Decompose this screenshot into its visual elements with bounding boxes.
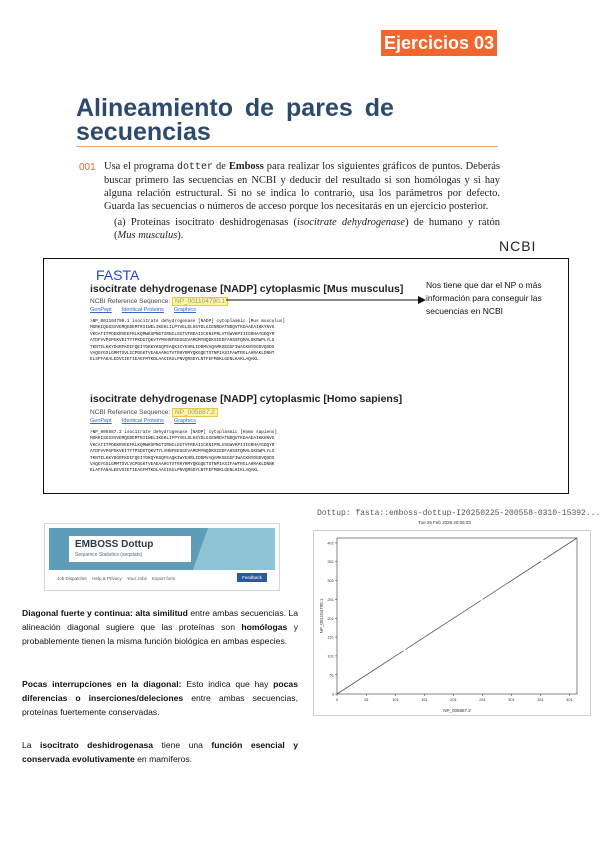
- nav-help-privacy[interactable]: Help & Privacy: [92, 576, 122, 581]
- ncbi-record-human: [90, 393, 410, 475]
- banner-decoration: [186, 528, 275, 570]
- diagonal-segment-4: [543, 538, 577, 560]
- diagonal-segment-1: [337, 651, 404, 694]
- exercise-badge: Ejercicios 03: [381, 30, 497, 56]
- annotation-note: Nos tiene que dar el NP o más información para conseguir las secuencias en NCBI: [426, 280, 542, 316]
- x-tick-label: 401: [566, 697, 573, 702]
- y-tick-label: 251: [327, 596, 334, 602]
- link-graphics[interactable]: Graphics: [173, 307, 196, 313]
- paragraph-interruptions: Pocas interrupciones en la diagonal: Esto indica que hay pocas diferencias o inserciones/deleciones entre ambas secuencias, proteínas fuertemente conservadas.: [22, 679, 298, 717]
- page-title-line2: secuencias: [76, 118, 211, 146]
- y-tick-label: 201: [327, 615, 334, 621]
- emboss-title: EMBOSS Dottup: [75, 539, 154, 550]
- emboss-nav: [57, 576, 179, 581]
- y-tick-label: 301: [327, 578, 334, 584]
- accession-highlight[interactable]: NP_001104790.1: [172, 297, 228, 306]
- feedback-button[interactable]: Feedback: [237, 573, 267, 582]
- diagonal-series: [337, 538, 577, 694]
- link-genpept[interactable]: GenPept: [90, 307, 112, 313]
- y-tick-label: 351: [327, 559, 334, 565]
- page-title: [76, 96, 394, 144]
- banner-title-box: [69, 536, 191, 562]
- x-axis-ticks: [336, 694, 574, 702]
- exercise-number: 001: [79, 162, 96, 173]
- exercise-statement: Usa el programa dotter de Emboss para realizar los siguientes gráficos de puntos. Deberás buscar primero las secuencias en NCBI y deducir del resultado si son homólogas y si hay alguna relación estructural. Si no se indica lo contrario, usa los parámetros por defecto. Guarda las secuencias o números de acceso porque los necesitarás en un ejercicio posterior.: [104, 161, 500, 212]
- x-tick-label: 351: [537, 697, 544, 702]
- y-tick-label: 101: [327, 653, 334, 659]
- link-graphics[interactable]: Graphics: [173, 418, 196, 424]
- fasta-label: FASTA: [96, 267, 140, 283]
- link-identical-proteins[interactable]: Identical Proteins: [121, 418, 164, 424]
- x-tick-label: 0: [335, 697, 339, 702]
- accession-highlight[interactable]: NP_005887.2: [172, 408, 218, 417]
- title-divider: [76, 146, 498, 147]
- page-title-line1: Alineamiento de pares de: [76, 94, 394, 122]
- paragraph-conclusion: La isocitrato deshidrogenasa tiene una función esencial y conservada evolutivamente en mamíferos.: [22, 740, 298, 764]
- paragraph-diagonal: Diagonal fuerte y continua: alta similitud entre ambas secuencias. La alineación diagonal sugiere que las proteínas son homólogas y probablemente tienen la misma función biológica en ambas especies.: [22, 608, 298, 646]
- x-tick-label: 151: [421, 697, 428, 702]
- y-tick-label: 0: [331, 691, 334, 697]
- diagonal-segment-2: [405, 601, 480, 650]
- link-genpept[interactable]: GenPept: [90, 418, 112, 424]
- x-tick-label: 251: [479, 697, 486, 702]
- record-reference: NCBI Reference Sequence: NP_005887.2: [90, 409, 410, 416]
- x-tick-label: 201: [450, 697, 457, 702]
- dotplot-chart: [313, 530, 589, 714]
- record-heading: isocitrate dehydrogenase [NADP] cytoplasmic [Mus musculus]: [90, 283, 404, 295]
- emboss-banner: [49, 528, 275, 570]
- nav-your-jobs[interactable]: Your Jobs: [126, 576, 147, 581]
- fasta-sequence: >NP_001104790.1 isocitrate dehydrogenase [NADP] cytoplasmic [Mus musculus] MSRKIQGGSVVEMQGDEMTRIIWELIKEKLILPYVELDLHSYDLGIENRDATNDQVTKDAAEAIKKYNVG VKCATITPDEKRVEEFKLKQMWKSPNGTIRNILGGTVFREAIICKNIPRLVTGWVKPIIIGRHAYGDQYR ATDFVVPGPGKVEITYTPKDGTQKVTYMVHNFEEGGGVAMGMYNQDKSIEDFAHSSFQMALSKGWPLYLS TKNTILKKYDGRFKDIFQEIYDKKYKSQFEAQKICYEHRLIDDMVAQAMKSEGGFIWACKNYDGDVQSDS VAQGYGSLGMMTSVLICPDGKTVEAEAAHGTVTRHYRMYQKGQETSTNPIASIFAWTRGLAHRAKLDNNT ELSFFAKALEDVCIETIEAGFMTKDLAACIKGLPNVQRSDYLNTFEFMDKLGENLKAKLAQAKL: [90, 319, 285, 363]
- record-links: [90, 307, 410, 313]
- x-tick-label: 301: [508, 697, 515, 702]
- dottup-title: Dottup: fasta::emboss-dottup-I20250225-200558-0310-15392...: [317, 509, 601, 518]
- y-axis-label: NP_001104790.1: [319, 598, 324, 634]
- record-reference: NCBI Reference Sequence: NP_001104790.1: [90, 298, 410, 305]
- emboss-dottup-screenshot: [44, 523, 280, 591]
- exercise-item-a: (a) Proteínas isocitrato deshidrogenasas (isocitrate dehydrogenase) de humano y ratón (Mus musculus).: [114, 217, 500, 241]
- y-tick-label: 151: [327, 634, 334, 640]
- nav-job-dispatcher[interactable]: Job Dispatcher: [57, 576, 88, 581]
- x-tick-label: 101: [392, 697, 399, 702]
- dottup-date: Tue 25 Feb 2025 20:05:03: [418, 520, 471, 525]
- diagonal-segment-3: [483, 561, 542, 599]
- pointer-arrow: [224, 294, 428, 306]
- x-axis-label: NP_005887.2: [443, 708, 471, 713]
- fasta-sequence: >NP_005887.2 isocitrate dehydrogenase [NADP] cytoplasmic [Homo sapiens] MSKKISGGSVVEMQGDEMTRIIWELIKEKLIFPYVELDLHSYDLGIENRDATNDQVTKDAAEAIKKHNVG VKCATITPDEKRVEEFKLKQMWKSPNGTIRNILGGTVFREAIICKNIPRLVSGWVKPIIIGRHAYGDQYR ATDFVVPGPGKVEITYTPSDGTQKVTYLVHNFEEGGGVAMGMYNQDKSIEDFAHSSFQMALSKGWPLYLS TKNTILKKYDGRFKDIFQEIYDKQYKSQFEAQKIWYEHRLIDDMVAQAMKSEGGFIWACKNYDGDVQSDS VAQGYGSLGMMTSVLVCPDGKTVEAEAAHGTVTRHYRMYQKGQETSTNPIASIFAWTRGLAHRAKLDNNK ELAFFANALEEVSIETIEAGFMTKDLAACIKGLPNVQRSDYLNTFEFMDKLGENLKIKLAQAKL: [90, 430, 278, 474]
- y-tick-label: 401: [327, 540, 334, 546]
- ncbi-label: NCBI: [499, 238, 537, 254]
- link-identical-proteins[interactable]: Identical Proteins: [121, 307, 164, 313]
- y-tick-label: 51: [329, 672, 334, 678]
- record-heading: isocitrate dehydrogenase [NADP] cytoplasmic [Homo sapiens]: [90, 393, 403, 405]
- emboss-subtitle: Sequence Statistics (seqstats): [75, 552, 143, 558]
- x-tick-label: 51: [364, 697, 369, 702]
- y-axis-ticks: [327, 540, 337, 696]
- nav-export-form[interactable]: Export form: [152, 576, 176, 581]
- record-links: [90, 418, 410, 424]
